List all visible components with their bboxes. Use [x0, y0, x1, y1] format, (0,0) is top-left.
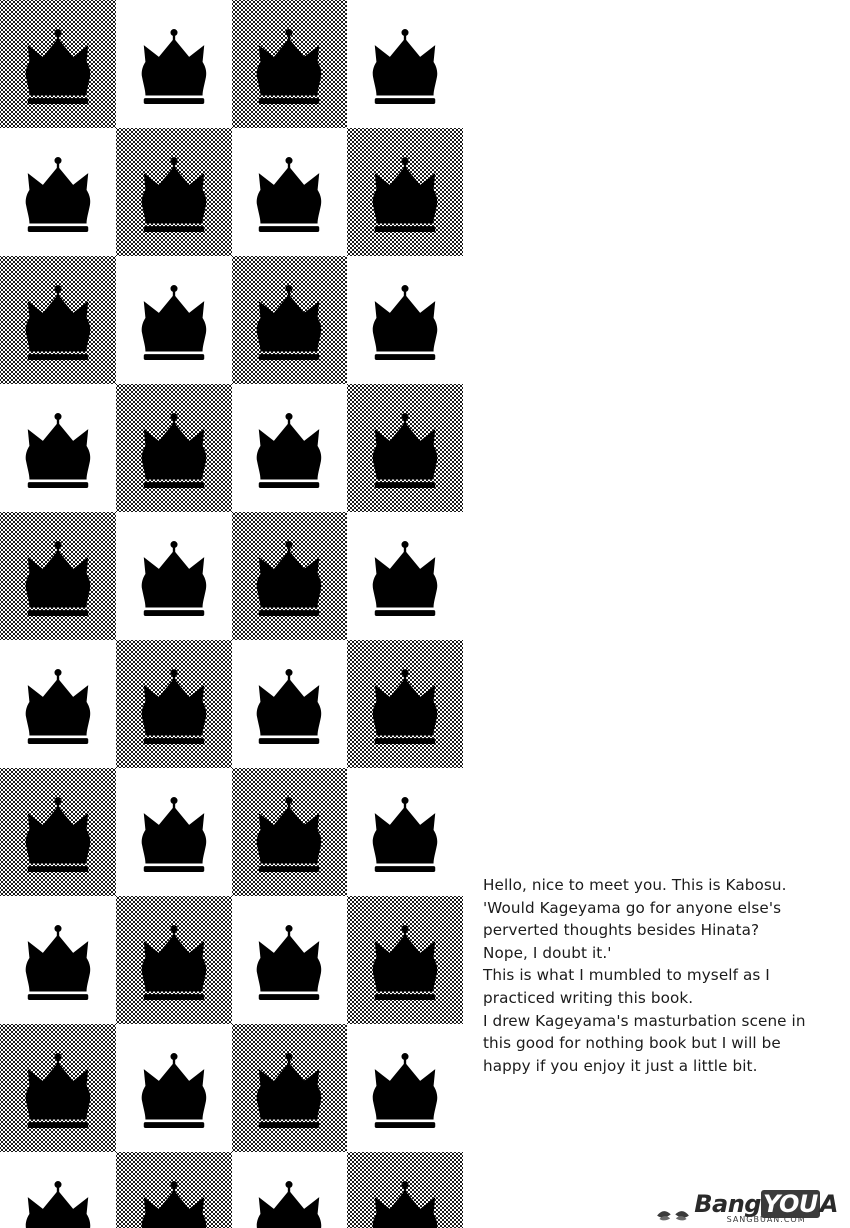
watermark-brand-suffix: A	[819, 1190, 838, 1218]
crown-icon	[247, 28, 331, 106]
pattern-cell	[116, 1152, 232, 1228]
pattern-cell	[116, 1024, 232, 1152]
crown-icon	[363, 668, 447, 746]
crown-icon	[132, 1052, 216, 1130]
crown-icon	[132, 156, 216, 234]
afterword-line: Hello, nice to meet you. This is Kabosu.	[483, 876, 787, 894]
pattern-cell	[232, 512, 348, 640]
pattern-cell	[232, 0, 348, 128]
pattern-cell	[232, 1152, 348, 1228]
crown-icon	[16, 1180, 100, 1228]
crown-icon	[247, 668, 331, 746]
crown-icon	[16, 156, 100, 234]
pattern-cell	[232, 256, 348, 384]
afterword-text-block	[483, 874, 833, 1077]
pattern-cell	[347, 256, 463, 384]
afterword-line: This is what I mumbled to myself as I	[483, 966, 770, 985]
pattern-cell	[0, 256, 116, 384]
crown-icon	[247, 540, 331, 618]
crown-icon	[247, 1052, 331, 1130]
pattern-cell	[347, 0, 463, 128]
crown-icon	[363, 28, 447, 106]
pattern-cell	[116, 512, 232, 640]
crown-icon	[132, 540, 216, 618]
afterword-line: I drew Kageyama's masturbation scene in	[483, 1011, 806, 1030]
crown-icon	[363, 1052, 447, 1130]
pattern-cell	[347, 896, 463, 1024]
pattern-cell	[116, 0, 232, 128]
pattern-cell	[116, 768, 232, 896]
pattern-cell	[0, 384, 116, 512]
pattern-cell	[347, 1024, 463, 1152]
crown-icon	[247, 924, 331, 1002]
pattern-cell	[232, 1024, 348, 1152]
crown-icon	[247, 412, 331, 490]
afterword-line: Nope, I doubt it.'	[483, 943, 612, 962]
pattern-cell	[0, 128, 116, 256]
pattern-cell	[232, 128, 348, 256]
crown-icon	[363, 796, 447, 874]
afterword-line: practiced writing this book.	[483, 988, 694, 1007]
watermark-text	[694, 1192, 838, 1224]
pattern-cell	[116, 384, 232, 512]
pattern-cell	[116, 128, 232, 256]
afterword-line: this good for nothing book but I will be	[483, 1034, 781, 1053]
watermark-brand	[694, 1192, 838, 1216]
crown-icon	[16, 28, 100, 106]
pattern-cell	[347, 384, 463, 512]
afterword-line: 'Would Kageyama go for anyone else's	[483, 898, 782, 917]
crown-icon	[247, 796, 331, 874]
pattern-cell	[116, 896, 232, 1024]
crown-icon	[16, 1052, 100, 1130]
crown-icon	[16, 796, 100, 874]
crown-icon	[132, 1180, 216, 1228]
crown-icon	[132, 284, 216, 362]
pattern-cell	[0, 512, 116, 640]
pattern-cell	[116, 640, 232, 768]
watermark-brand-prefix: Bang	[694, 1190, 761, 1218]
pattern-cell	[347, 512, 463, 640]
pattern-cell	[232, 768, 348, 896]
crown-icon	[363, 284, 447, 362]
crown-icon	[363, 924, 447, 1002]
crown-icon	[363, 156, 447, 234]
crown-icon	[132, 668, 216, 746]
pattern-cell	[0, 640, 116, 768]
pattern-cell	[0, 0, 116, 128]
crown-icon	[247, 284, 331, 362]
crown-icon	[132, 28, 216, 106]
crown-icon	[132, 924, 216, 1002]
afterword-line: happy if you enjoy it just a little bit.	[483, 1056, 758, 1075]
crown-icon	[247, 156, 331, 234]
pattern-cell	[232, 896, 348, 1024]
pattern-cell	[0, 896, 116, 1024]
crown-icon	[16, 924, 100, 1002]
afterword-line: perverted thoughts besides Hinata?	[483, 921, 760, 940]
pattern-cell	[347, 128, 463, 256]
crown-icon	[363, 1180, 447, 1228]
pattern-cell	[0, 1024, 116, 1152]
crown-icon	[16, 668, 100, 746]
watermark-brand-highlight: YOU	[763, 1190, 818, 1218]
crown-icon	[16, 540, 100, 618]
pattern-cell	[0, 768, 116, 896]
pattern-cell	[232, 640, 348, 768]
crown-icon	[16, 284, 100, 362]
crown-icon	[247, 1180, 331, 1228]
crown-icon	[363, 412, 447, 490]
crown-icon	[132, 412, 216, 490]
wings-icon	[656, 1206, 690, 1224]
pattern-cell	[0, 1152, 116, 1228]
watermark	[656, 1192, 838, 1224]
crown-icon	[132, 796, 216, 874]
watermark-subtitle: SANGBUAN.COM	[726, 1215, 806, 1224]
pattern-cell	[116, 256, 232, 384]
pattern-cell	[347, 768, 463, 896]
pattern-cell	[347, 640, 463, 768]
pattern-cell	[347, 1152, 463, 1228]
pattern-cell	[232, 384, 348, 512]
crown-icon	[16, 412, 100, 490]
crown-icon	[363, 540, 447, 618]
